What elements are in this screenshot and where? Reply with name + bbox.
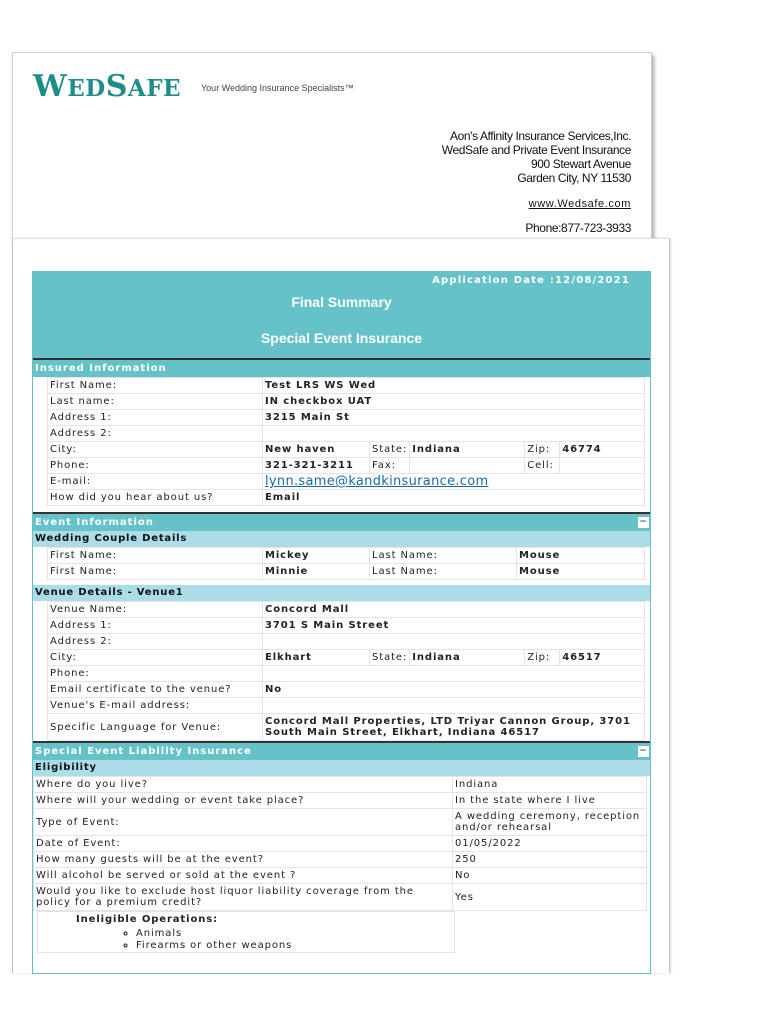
- company-phone: Phone:877-723-3933: [525, 221, 631, 235]
- address-line: Garden City, NY 11530: [517, 171, 631, 185]
- ineligible-list: [38, 928, 454, 952]
- table-row: Address 2:: [48, 426, 645, 442]
- address-line: WedSafe and Private Event Insurance: [441, 143, 631, 157]
- table-row: How many guests will be at the event? 250: [34, 852, 647, 868]
- eligibility-table: [33, 776, 647, 911]
- table-row: First Name: Test LRS WS Wed: [48, 378, 645, 394]
- ineligible-operations: [37, 911, 455, 953]
- website-link[interactable]: www.Wedsafe.com: [528, 198, 631, 210]
- table-row: First Name: Minnie Last Name: Mouse: [48, 564, 645, 580]
- email-link[interactable]: lynn.same@kandkinsurance.com: [265, 474, 489, 489]
- table-row: Venue Name: Concord Mall: [48, 602, 645, 618]
- address-line: 900 Stewart Avenue: [531, 157, 631, 171]
- table-row: Venue's E-mail address:: [48, 698, 645, 714]
- table-row: Address 2:: [48, 634, 645, 650]
- table-row: City: Elkhart State: Indiana Zip: 46517: [48, 650, 645, 666]
- couple-table: [47, 547, 645, 580]
- table-row: Would you like to exclude host liquor liability coverage from the policy for a premium credit? Yes: [34, 884, 647, 911]
- wedsafe-logo: WEDSAFE: [33, 69, 182, 104]
- venue-details-header: Venue Details - Venue1: [33, 585, 650, 601]
- summary-banner: [33, 272, 650, 358]
- table-row: Last name: IN checkbox UAT: [48, 394, 645, 410]
- table-row: Address 1: 3701 S Main Street: [48, 618, 645, 634]
- header-card: [12, 52, 652, 240]
- couple-details-header: Wedding Couple Details: [33, 531, 650, 547]
- table-row: Phone:: [48, 666, 645, 682]
- table-row: First Name: Mickey Last Name: Mouse: [48, 548, 645, 564]
- table-row: Address 1: 3215 Main St: [48, 410, 645, 426]
- table-row: Where will your wedding or event take place? In the state where I live: [34, 793, 647, 809]
- insured-table: [47, 377, 645, 506]
- table-row: E-mail: lynn.same@kandkinsurance.com: [48, 474, 645, 490]
- tagline: Your Wedding Insurance Specialists™: [201, 83, 354, 93]
- table-row: City: New haven State: Indiana Zip: 46774: [48, 442, 645, 458]
- ineligible-operations-title: Ineligible Operations:: [76, 914, 218, 925]
- event-section-header: Event Information −: [33, 512, 650, 531]
- table-row: Email certificate to the venue? No: [48, 682, 645, 698]
- table-row: Specific Language for Venue: Concord Mall Properties, LTD Triyar Cannon Group, 3701 South Main Street, Elkhart, Indiana 46517: [48, 714, 645, 741]
- eligibility-header: Eligibility: [33, 760, 650, 776]
- collapse-toggle-icon[interactable]: −: [639, 517, 648, 527]
- table-row: Type of Event: A wedding ceremony, reception and/or rehearsal: [34, 809, 647, 836]
- company-address: [442, 129, 631, 185]
- insured-section-header: Insured Information: [33, 358, 650, 377]
- liability-section-header: Special Event Liability Insurance −: [33, 741, 650, 760]
- table-row: Phone: 321-321-3211 Fax: Cell:: [48, 458, 645, 474]
- address-line: Aon's Affinity Insurance Services,Inc.: [450, 129, 631, 143]
- list-item: ◦ Animals: [136, 928, 454, 940]
- page-subtitle: Special Event Insurance: [260, 330, 423, 346]
- list-item: ◦ Firearms or other weapons: [136, 940, 454, 952]
- table-row: Date of Event: 01/05/2022: [34, 836, 647, 852]
- table-row: How did you hear about us? Email: [48, 490, 645, 506]
- table-row: Where do you live? Indiana: [34, 777, 647, 793]
- collapse-toggle-icon[interactable]: −: [639, 746, 648, 756]
- page-title: Final Summary: [291, 294, 392, 310]
- summary-frame: [32, 271, 651, 974]
- application-date: Application Date :12/08/2021: [432, 275, 630, 286]
- table-row: Will alcohol be served or sold at the event ? No: [34, 868, 647, 884]
- venue-table: [47, 601, 645, 741]
